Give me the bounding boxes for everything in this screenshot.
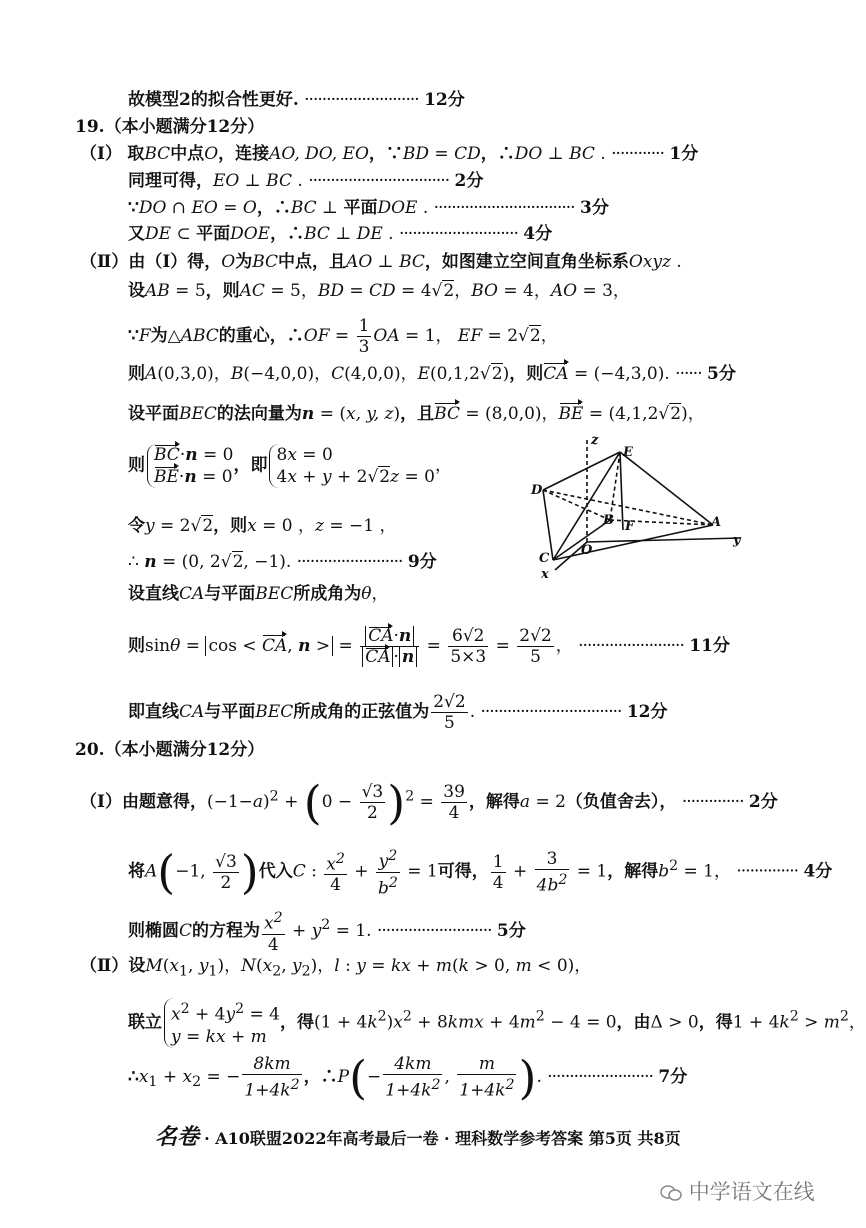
- q19-part2-conclusion: 即直线CA与平面BEC所成角的正弦值为 $\frac{2√2}{5}$ . ································ 12分: [128, 692, 668, 733]
- q20-part2-line2: 联立 $x^2 + 4y^2 = 4$ y = kx + m ，得$(1 + 4k^2)x^2 + 8kmx + 4m^2 - 4 = 0$，由Δ > 0，得$1 + 4k^2 > m^2$，: [128, 998, 866, 1048]
- geometry-figure: [525, 430, 755, 580]
- label-B: B: [603, 513, 614, 528]
- q19-part1-line4: 又DE ⊂ 平面DOE，∴BC ⊥ DE . ··························· 4分: [128, 224, 553, 244]
- label-E: E: [623, 445, 633, 460]
- q19-part1-line1: （Ⅰ） 取BC中点O，连接AO, DO, EO，∵BD = CD，∴DO ⊥ BC . ············ 1分: [80, 144, 699, 164]
- q19-part1-line3: ∵DO ∩ EO = O，∴BC ⊥ 平面DOE . ································ 3分: [128, 198, 609, 218]
- q19-part2-line7: 令y = 2√2，则x = 0 ，z = −1 ，: [128, 516, 397, 536]
- label-C: C: [539, 551, 550, 566]
- q19-part2-line5: 设平面BEC的法向量为n = (x, y, z)，且BC = (8,0,0)，BE = (4,1,2√2)，: [128, 404, 705, 424]
- label-y: y: [733, 533, 741, 548]
- q20-part1-line1: （Ⅰ）由题意得，$(-1-a)^2 + (0$ − $\frac{√3}{2}$ )$^2$ = $\frac{39}{4}$ ，解得a = 2（负值舍去）， ·············· 2分: [80, 775, 778, 830]
- label-z: z: [591, 433, 599, 448]
- question-20-header: 20.（本小题满分12分）: [75, 740, 265, 760]
- label-x: x: [541, 567, 549, 582]
- q20-part1-line2: 将A(−1, $\frac{√3}{2}$ )代入C : $\frac{x^2}{4}$ + $\frac{y^2}{b^2}$ = 1可得， $\frac{1}{4}$ + $\frac{3}{4b^2}$ = 1，解得$b^2 = 1$， ·············· 4分: [128, 845, 833, 900]
- q20-part2-line3: $\therefore x_1 + x_2$ = − $\frac{8km}{1+4k^2}$ ，∴P(− $\frac{4km}{1+4k^2}$ , $\frac{m}{1+4k^2}$ ). ························ 7分: [128, 1050, 688, 1105]
- q20-part2-line1: （Ⅱ）设$M(x_1$, $y_1$)，$N(x_2$, $y_2$)，l : y = kx + m(k > 0, m < 0)，: [80, 956, 592, 980]
- q19-part2-line2: 设AB = 5，则AC = 5，BD = CD = 4√2，BO = 4，AO = 3，: [128, 281, 630, 301]
- q19-part2-line3: ∵F为△ABC的重心，∴OF = $\frac{1}{3}$ OA = 1， EF = 2√2，: [128, 316, 558, 357]
- label-D: D: [531, 483, 543, 498]
- q19-part1-line2: 同理可得，EO ⊥ BC . ································ 2分: [128, 171, 484, 191]
- q19-part2-system: 则 BC·n = 0 BE·n = 0 ，即 8x = 0 4x + y + 2√2z = 0 ，: [128, 445, 452, 487]
- wechat-icon: [660, 1184, 682, 1202]
- q19-part2-line9: 设直线CA与平面BEC所成角为θ，: [128, 584, 389, 604]
- line-model2-conclusion: 故模型2的拟合性更好. ·························· 12分: [128, 90, 465, 110]
- q19-part2-line4: 则A(0,3,0)，B(−4,0,0)，C(4,0,0)，E(0,1,2√2)，则CA = (−4,3,0). ······ 5分: [128, 364, 736, 384]
- q19-part2-sin-line: 则sinθ = cos < CA, n > = $\frac{CA\cdot n}{CA \cdot n}$ = $\frac{6√2}{5\times 3}$ = $\frac{2√2}{5}$ ， ························ 11分: [128, 626, 730, 667]
- label-O: O: [581, 543, 593, 558]
- q20-part1-line3: 则椭圆C的方程为 $\frac{x^2}{4}$ + $y^2 = 1$. ·························· 5分: [128, 910, 526, 955]
- label-F: F: [625, 519, 635, 534]
- q19-part2-line8: ∴ n = (0, 2√2, −1). ························ 9分: [128, 552, 437, 572]
- q19-part2-line1: （Ⅱ）由（Ⅰ）得，O为BC中点，且AO ⊥ BC，如图建立空间直角坐标系Oxyz .: [80, 252, 682, 272]
- page-footer: 名卷 · A10联盟2022年高考最后一卷 · 理科数学参考答案 第5页 共8页: [155, 1124, 681, 1150]
- label-A: A: [711, 515, 722, 530]
- watermark: 中学语文在线: [660, 1176, 815, 1206]
- brand-logo: 名卷: [155, 1124, 200, 1150]
- question-19-header: 19.（本小题满分12分）: [75, 117, 265, 137]
